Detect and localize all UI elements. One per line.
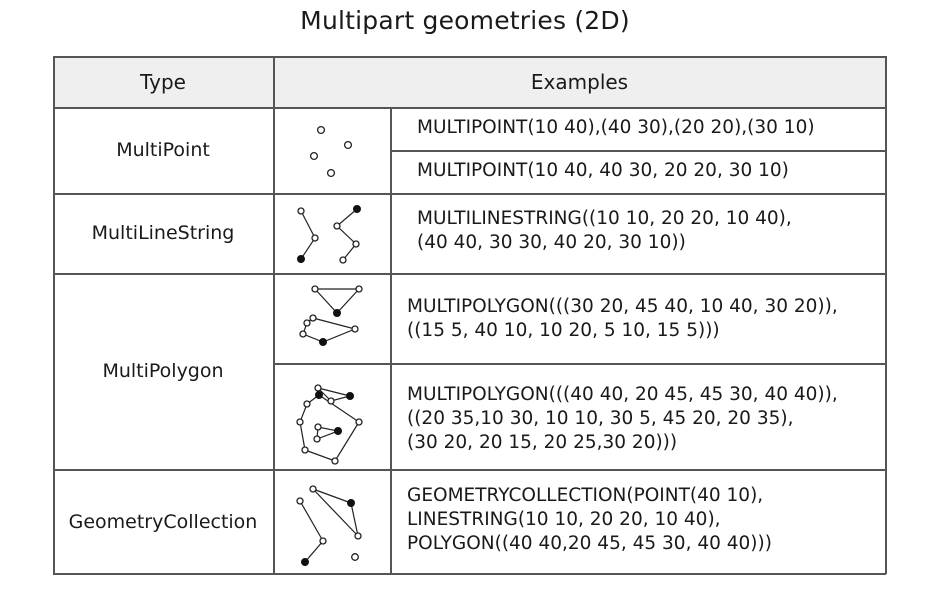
table-border-left <box>53 56 55 574</box>
example-multilinestring: MULTILINESTRING((10 10, 20 20, 10 40), (40 40, 30 30, 40 20, 30 10)) <box>417 208 792 253</box>
divider-after-multipoint <box>53 193 886 195</box>
table-border-bottom <box>53 573 886 575</box>
divider-after-multipolygon <box>53 469 886 471</box>
header-type-label: Type <box>140 69 186 94</box>
type-label-multipoint: MultiPoint <box>116 139 210 161</box>
divider-header <box>53 107 886 109</box>
divider-after-multilinestring <box>53 273 886 275</box>
multipolygon-icon <box>293 280 373 350</box>
table-border-top <box>53 56 886 58</box>
header-type-cell <box>53 56 273 107</box>
multipolygon-with-hole-icon <box>293 377 373 467</box>
type-cell-multipoint <box>53 107 273 193</box>
example-multipoint-1: MULTIPOINT(10 40),(40 30),(20 20),(30 10) <box>417 117 815 138</box>
example-multipolygon-1: MULTIPOLYGON(((30 20, 45 40, 10 40, 30 20)), ((15 5, 40 10, 10 20, 5 10, 15 5))) <box>407 296 838 341</box>
multilinestring-icon <box>293 201 373 267</box>
geometrycollection-icon <box>293 481 373 573</box>
type-label-multilinestring: MultiLineString <box>91 222 235 244</box>
multipoint-icon <box>301 116 361 186</box>
example-multipolygon-2: MULTIPOLYGON(((40 40, 20 45, 45 30, 40 40)), ((20 35,10 30, 10 10, 30 5, 45 20, 20 35), (30 20, 20 15, 20 25,30 20))) <box>407 384 838 453</box>
geometry-table <box>53 56 886 574</box>
example-multipoint-2: MULTIPOINT(10 40, 40 30, 20 20, 30 10) <box>417 160 789 181</box>
header-examples-label: Examples <box>530 69 629 94</box>
page-title: Multipart geometries (2D) <box>300 6 630 35</box>
divider-multipoint-inner <box>390 150 886 152</box>
type-cell-multipolygon <box>53 273 273 469</box>
type-label-geometrycollection: GeometryCollection <box>68 510 258 533</box>
header-examples-cell <box>273 56 886 107</box>
divider-type-column <box>273 56 275 574</box>
divider-icon-column <box>390 107 392 574</box>
type-cell-geometrycollection <box>53 469 273 574</box>
type-cell-multilinestring <box>53 193 273 273</box>
example-geometrycollection: GEOMETRYCOLLECTION(POINT(40 10), LINESTRING(10 10, 20 20, 10 40), POLYGON((40 40,20 45, 45 30, 40 40))) <box>407 485 772 554</box>
type-label-multipolygon: MultiPolygon <box>102 360 224 382</box>
divider-multipolygon-inner <box>273 363 886 365</box>
table-border-right <box>885 56 887 574</box>
